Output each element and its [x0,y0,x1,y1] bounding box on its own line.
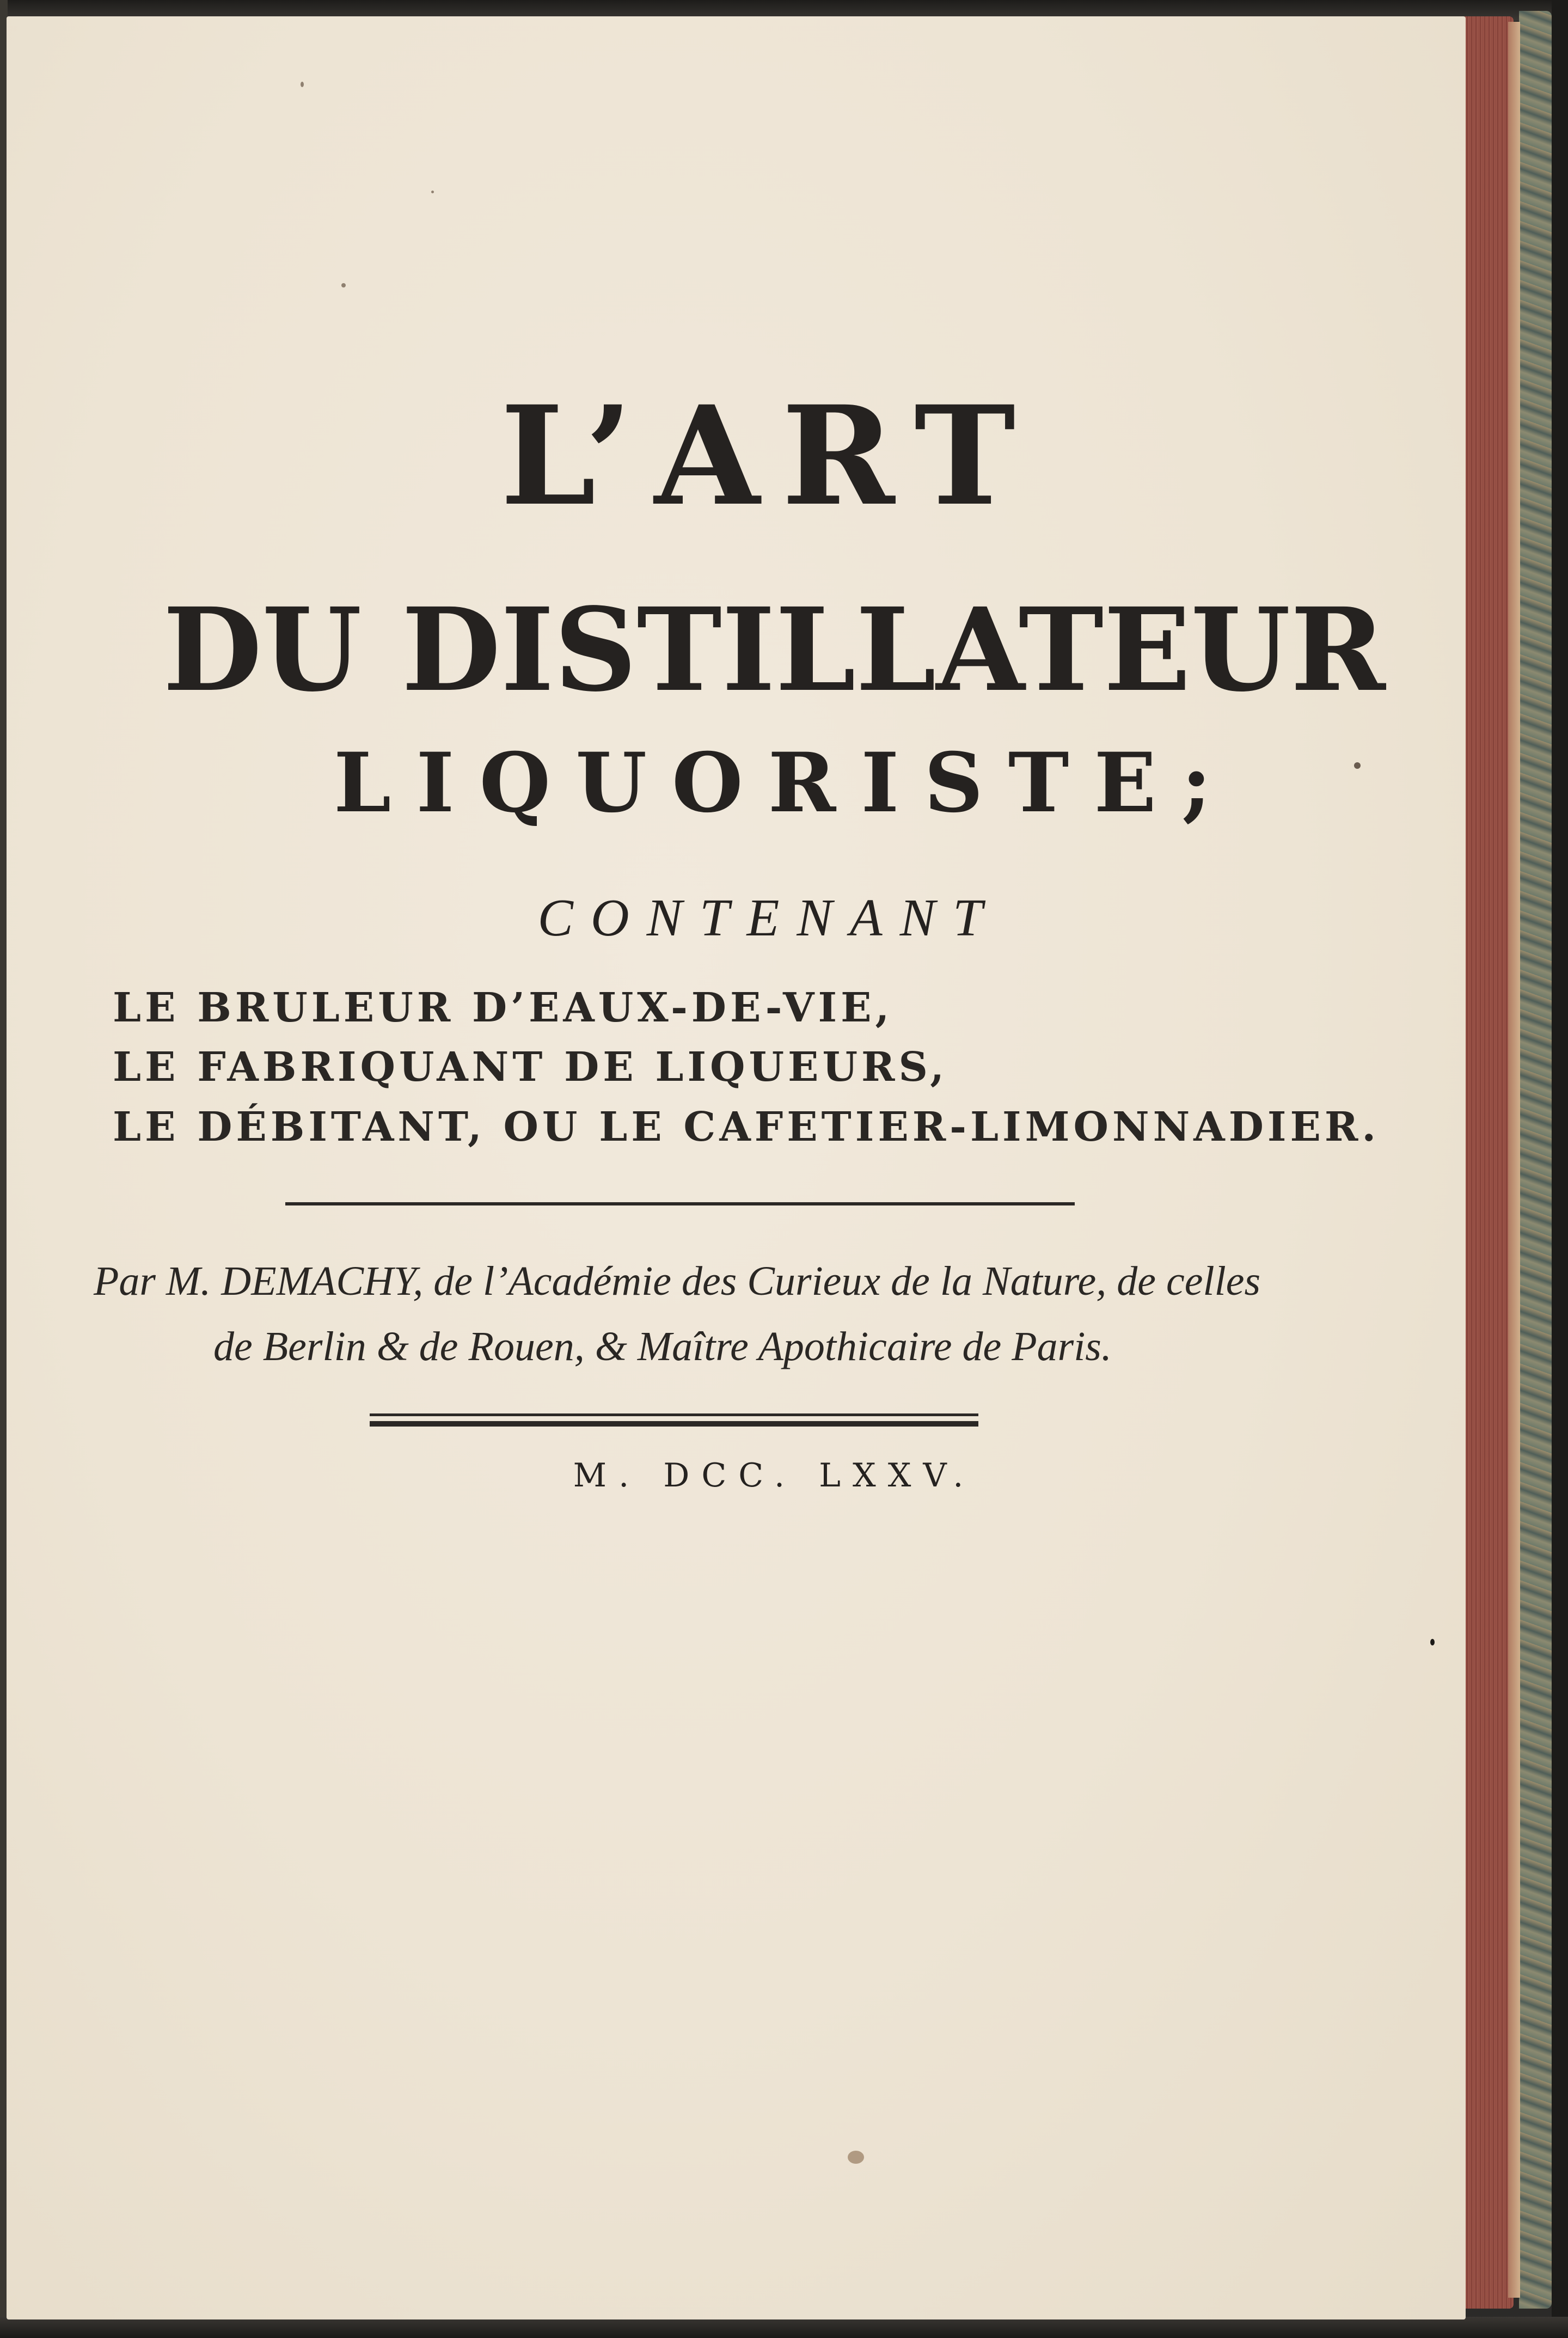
fore-edge-highlight [1508,22,1520,2298]
author-line-1: Par M. DEMACHY, de l’Académie des Curieux de la Nature, de celles [94,1258,1261,1304]
scan-bottom-edge [0,2317,1568,2338]
subtitle: CONTENANT [537,889,1000,947]
paper-speck [341,283,346,287]
double-rule-bottom [370,1421,978,1427]
paper-speck [431,191,434,193]
author-line-2: de Berlin & de Rouen, & Maître Apothicaire de Paris. [213,1324,1112,1369]
red-fore-edge [1465,16,1514,2309]
title-page [7,16,1466,2319]
title-line-3: LIQUORISTE; [333,735,1237,831]
contents-line-1: LE BRULEUR D’EAUX-DE-VIE, [113,984,893,1031]
double-rule-top [370,1413,978,1416]
marbled-cover-edge [1519,11,1552,2309]
paper-speck [1430,1639,1435,1645]
contents-line-2: LE FABRIQUANT DE LIQUEURS, [113,1044,948,1091]
paper-stain [848,2151,864,2164]
cover-shadow [1552,0,1568,2338]
divider-rule [285,1202,1075,1205]
title-line-2: DU DISTILLATEUR [163,583,1386,717]
contents-line-3: LE DÉBITANT, OU LE CAFETIER-LIMONNADIER. [113,1104,1380,1150]
publication-date: M. DCC. LXXV. [573,1456,976,1495]
title-line-1: L’ART [500,376,1038,536]
paper-speck [301,82,304,87]
